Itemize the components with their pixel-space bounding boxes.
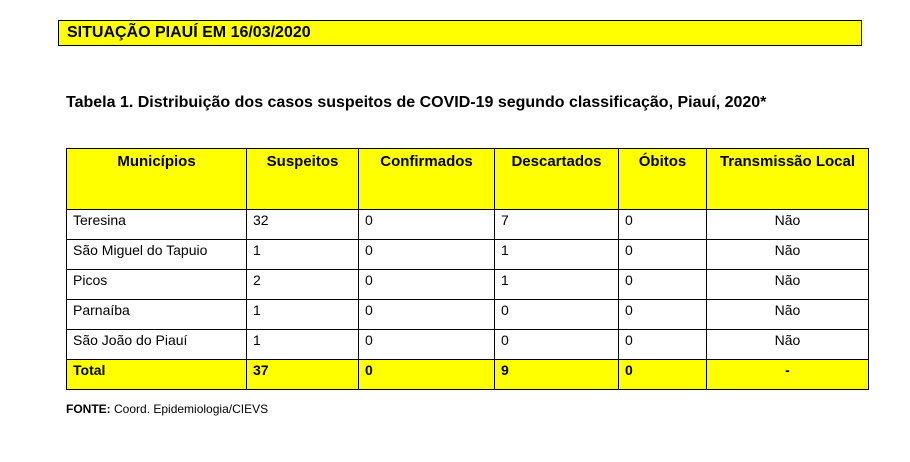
cell-municipio: São Miguel do Tapuio [67, 240, 247, 270]
cell-transmissao: Não [707, 270, 869, 300]
cell-municipio: Teresina [67, 210, 247, 240]
cell-descartados: 0 [495, 300, 619, 330]
header-obitos: Óbitos [619, 149, 707, 210]
cell-confirmados: 0 [359, 330, 495, 360]
cell-descartados: 1 [495, 270, 619, 300]
page-banner: SITUAÇÃO PIAUÍ EM 16/03/2020 [58, 20, 862, 46]
cell-total-transmissao: - [707, 360, 869, 390]
cell-obitos: 0 [619, 300, 707, 330]
cell-total-confirmados: 0 [359, 360, 495, 390]
cell-obitos: 0 [619, 240, 707, 270]
table-row [67, 300, 869, 330]
cell-total-suspeitos: 37 [247, 360, 359, 390]
cell-confirmados: 0 [359, 300, 495, 330]
cell-descartados: 7 [495, 210, 619, 240]
cell-obitos: 0 [619, 270, 707, 300]
cell-confirmados: 0 [359, 210, 495, 240]
cell-suspeitos: 1 [247, 240, 359, 270]
cell-total-descartados: 9 [495, 360, 619, 390]
source-note [66, 402, 268, 416]
cell-obitos: 0 [619, 210, 707, 240]
table-row [67, 210, 869, 240]
header-suspeitos: Suspeitos [247, 149, 359, 210]
cell-descartados: 0 [495, 330, 619, 360]
source-text: Coord. Epidemiologia/CIEVS [110, 402, 269, 416]
cell-transmissao: Não [707, 330, 869, 360]
cell-suspeitos: 2 [247, 270, 359, 300]
header-municipios: Municípios [67, 149, 247, 210]
cases-table [66, 148, 869, 390]
table-header-row [67, 149, 869, 210]
cell-suspeitos: 1 [247, 330, 359, 360]
cell-suspeitos: 1 [247, 300, 359, 330]
cell-municipio: Parnaíba [67, 300, 247, 330]
header-confirmados: Confirmados [359, 149, 495, 210]
cell-suspeitos: 32 [247, 210, 359, 240]
table-row [67, 270, 869, 300]
table-row [67, 240, 869, 270]
table-row [67, 330, 869, 360]
cell-obitos: 0 [619, 330, 707, 360]
cell-descartados: 1 [495, 240, 619, 270]
cell-confirmados: 0 [359, 270, 495, 300]
header-transmissao-local: Transmissão Local [707, 149, 869, 210]
cell-transmissao: Não [707, 210, 869, 240]
cell-transmissao: Não [707, 240, 869, 270]
cell-confirmados: 0 [359, 240, 495, 270]
table-total-row [67, 360, 869, 390]
table-caption: Tabela 1. Distribuição dos casos suspeitos de COVID-19 segundo classificação, Piauí, 2020* [66, 94, 767, 111]
cell-municipio: São João do Piauí [67, 330, 247, 360]
cell-total-obitos: 0 [619, 360, 707, 390]
cell-municipio: Picos [67, 270, 247, 300]
cell-transmissao: Não [707, 300, 869, 330]
header-descartados: Descartados [495, 149, 619, 210]
cell-total-label: Total [67, 360, 247, 390]
source-label: FONTE: [66, 402, 111, 416]
